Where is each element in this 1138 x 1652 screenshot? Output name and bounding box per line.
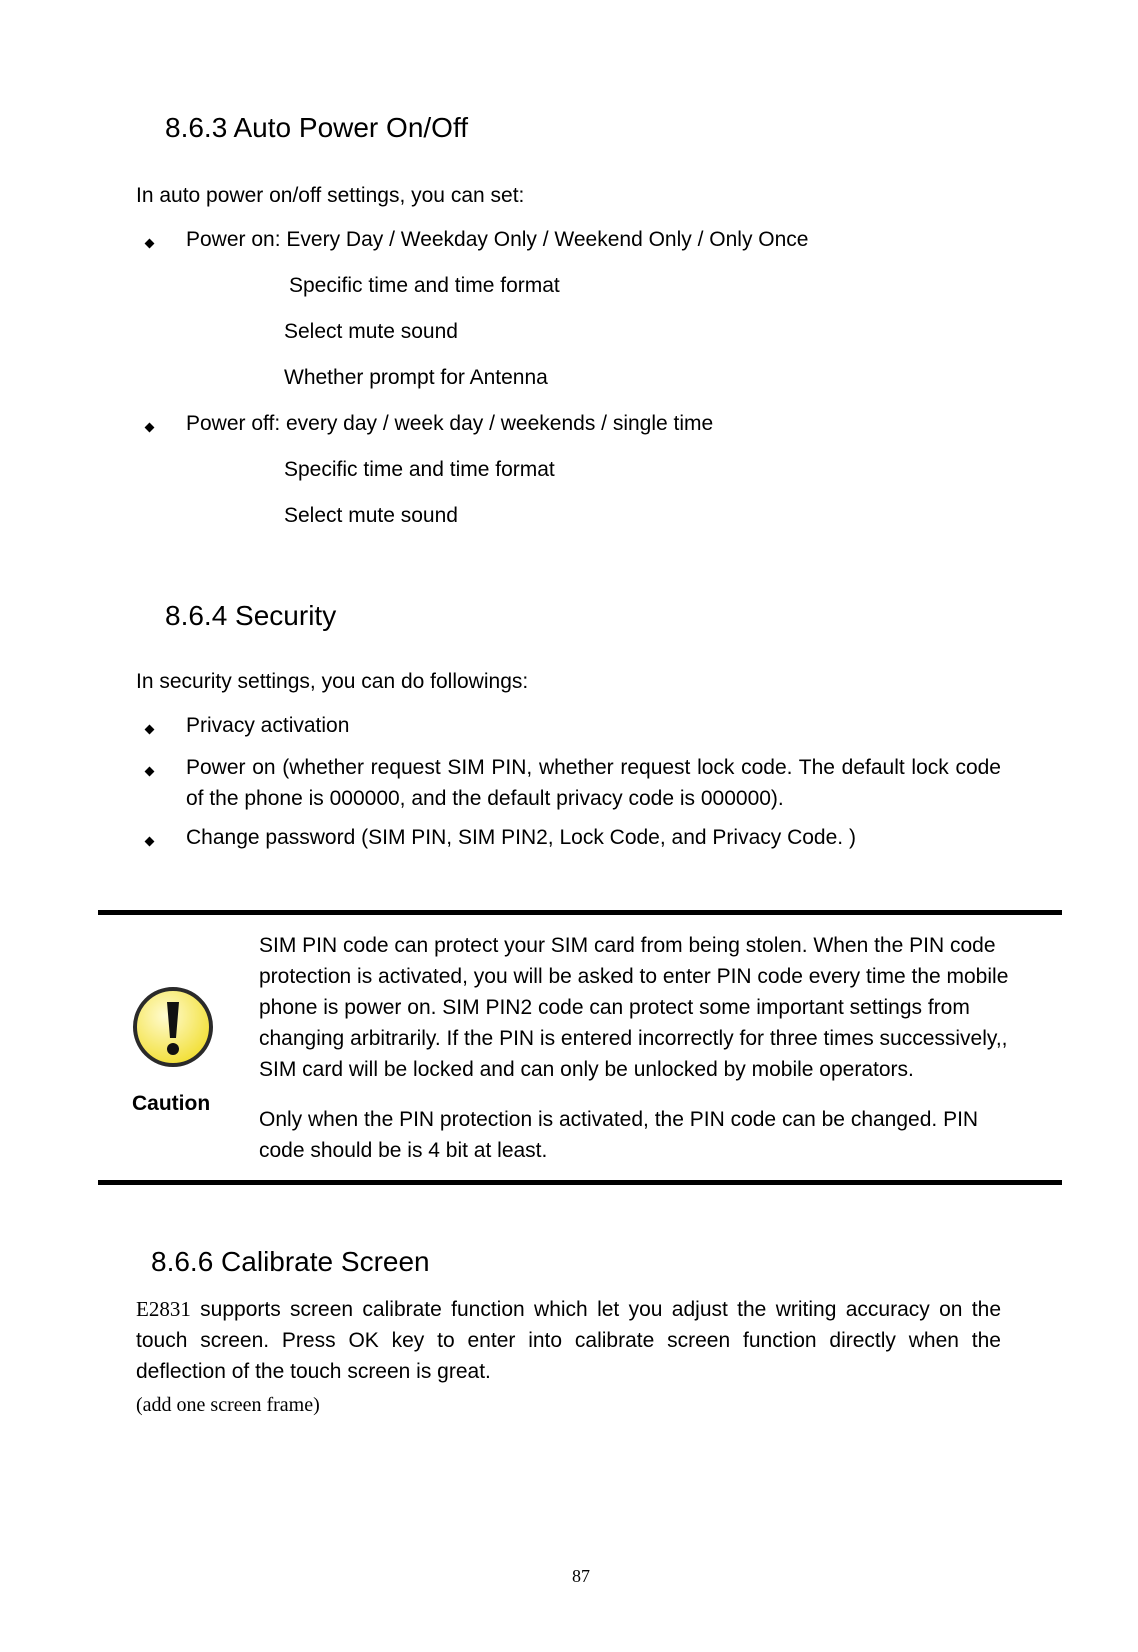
caution-paragraph-1: SIM PIN code can protect your SIM card from being stolen. When the PIN code protection is activated, you will be asked to enter PIN code every time the mobile phone is power on. SIM PIN2 code can protect some important settings from changing arbitrarily. If the PIN is entered incorrectly for three times successively,, SIM card will be locked and can only be unlocked by mobile operators. [259,934,1009,1081]
caution-paragraph-2: Only when the PIN protection is activated, the PIN code can be changed. PIN code should be is 4 bit at least. [259,1108,979,1162]
security-bullet-3: Change password (SIM PIN, SIM PIN2, Lock Code, and Privacy Code. ) [186,826,856,849]
warning-icon [132,986,214,1068]
power-off-sub-2: Select mute sound [284,504,458,527]
power-on-sub-2: Select mute sound [284,320,458,343]
section-heading-864: 8.6.4 Security [165,600,337,631]
security-intro: In security settings, you can do followings: [136,670,529,693]
screen-frame-note: (add one screen frame) [136,1394,320,1416]
caution-top-rule [98,910,1062,915]
power-off-item: Power off: every day / week day / weekends / single time [186,412,714,435]
bullet-diamond-icon [145,725,155,735]
bullet-diamond-icon [145,423,155,433]
model-name: E2831 [136,1297,191,1321]
calibrate-body: supports screen calibrate function which let you adjust the writing accuracy on the touch screen. Press OK key to enter into calibrate screen function directly when the deflection of the touch screen is great. [136,1298,1001,1383]
auto-power-intro: In auto power on/off settings, you can set: [136,184,525,207]
security-bullet-2: Power on (whether request SIM PIN, whether request lock code. The default lock code of the phone is 000000, and the default privacy code is 000000). [186,756,1001,810]
section-heading-866: 8.6.6 Calibrate Screen [151,1246,430,1277]
bullet-diamond-icon [145,767,155,777]
caution-bottom-rule [98,1180,1062,1185]
caution-label: Caution [132,1092,211,1115]
calibrate-paragraph [136,1294,1001,1387]
bullet-diamond-icon [145,837,155,847]
bullet-diamond-icon [145,239,155,249]
section-heading-863: 8.6.3 Auto Power On/Off [165,112,468,143]
security-bullet-1: Privacy activation [186,714,350,737]
power-on-sub-3: Whether prompt for Antenna [284,366,548,389]
page-number: 87 [572,1566,590,1586]
power-on-sub-1: Specific time and time format [289,274,560,297]
power-on-item: Power on: Every Day / Weekday Only / Weekend Only / Only Once [186,228,809,251]
power-off-sub-1: Specific time and time format [284,458,555,481]
